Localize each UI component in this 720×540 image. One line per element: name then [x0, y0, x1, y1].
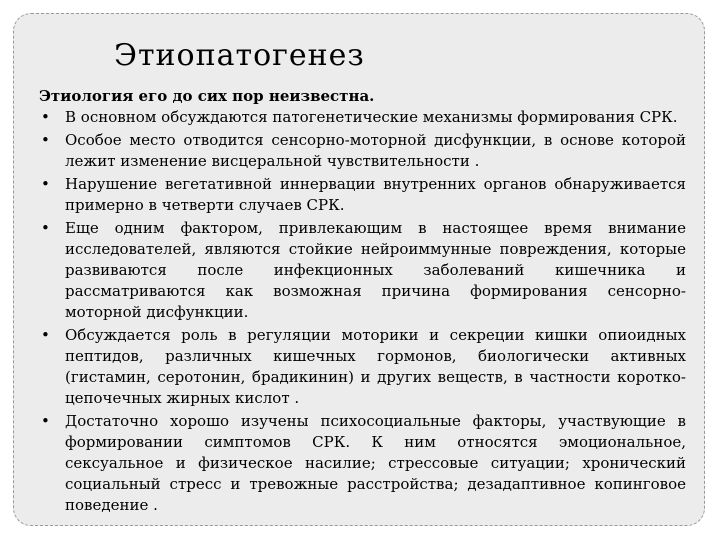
list-item	[39, 325, 686, 409]
bullet-icon: •	[41, 219, 50, 237]
list-item-text: В основном обсуждаются патогенетические механизмы формирования СРК.	[65, 108, 678, 126]
slide-content	[39, 86, 686, 518]
list-item	[39, 218, 686, 323]
list-item	[39, 174, 686, 216]
bullet-icon: •	[41, 412, 50, 430]
bullet-icon: •	[41, 175, 50, 193]
list-item-text: Обсуждается роль в регуляции моторики и секреции кишки опиоидных пептидов, различных кишечных гормонов, биологически активных (гистамин, серотонин, брадикинин) и других веществ, в частности коротко-цепочечных жирных кислот .	[65, 326, 686, 407]
slide-title: Этиопатогенез	[114, 38, 365, 73]
bullet-icon: •	[41, 108, 50, 126]
list-item-text: Нарушение вегетативной иннервации внутренних органов обнаруживается примерно в четверти случаев СРК.	[65, 175, 686, 214]
bullet-icon: •	[41, 326, 50, 344]
intro-line: Этиология его до сих пор неизвестна.	[39, 87, 375, 105]
list-item	[39, 411, 686, 516]
bullet-list	[39, 107, 686, 516]
list-item-text: Еще одним фактором, привлекающим в настоящее время внимание исследователей, являются стойкие нейроиммунные повреждения, которые развиваются после инфекционных заболеваний кишечника и рассматриваются как возможная причина формирования сенсорно-моторной дисфункции.	[65, 219, 686, 321]
list-item-text: Особое место отводится сенсорно-моторной дисфункции, в основе которой лежит изменение висцеральной чувствительности .	[65, 131, 686, 170]
list-item	[39, 107, 686, 128]
bullet-icon: •	[41, 131, 50, 149]
list-item	[39, 130, 686, 172]
slide-frame	[13, 13, 705, 526]
list-item-text: Достаточно хорошо изучены психосоциальные факторы, участвующие в формировании симптомов СРК. К ним относятся эмоциональное, сексуальное и физическое насилие; стрессовые ситуации; хронический социальный стресс и тревожные расстройства; дезадаптивное копинговое поведение .	[65, 412, 686, 514]
